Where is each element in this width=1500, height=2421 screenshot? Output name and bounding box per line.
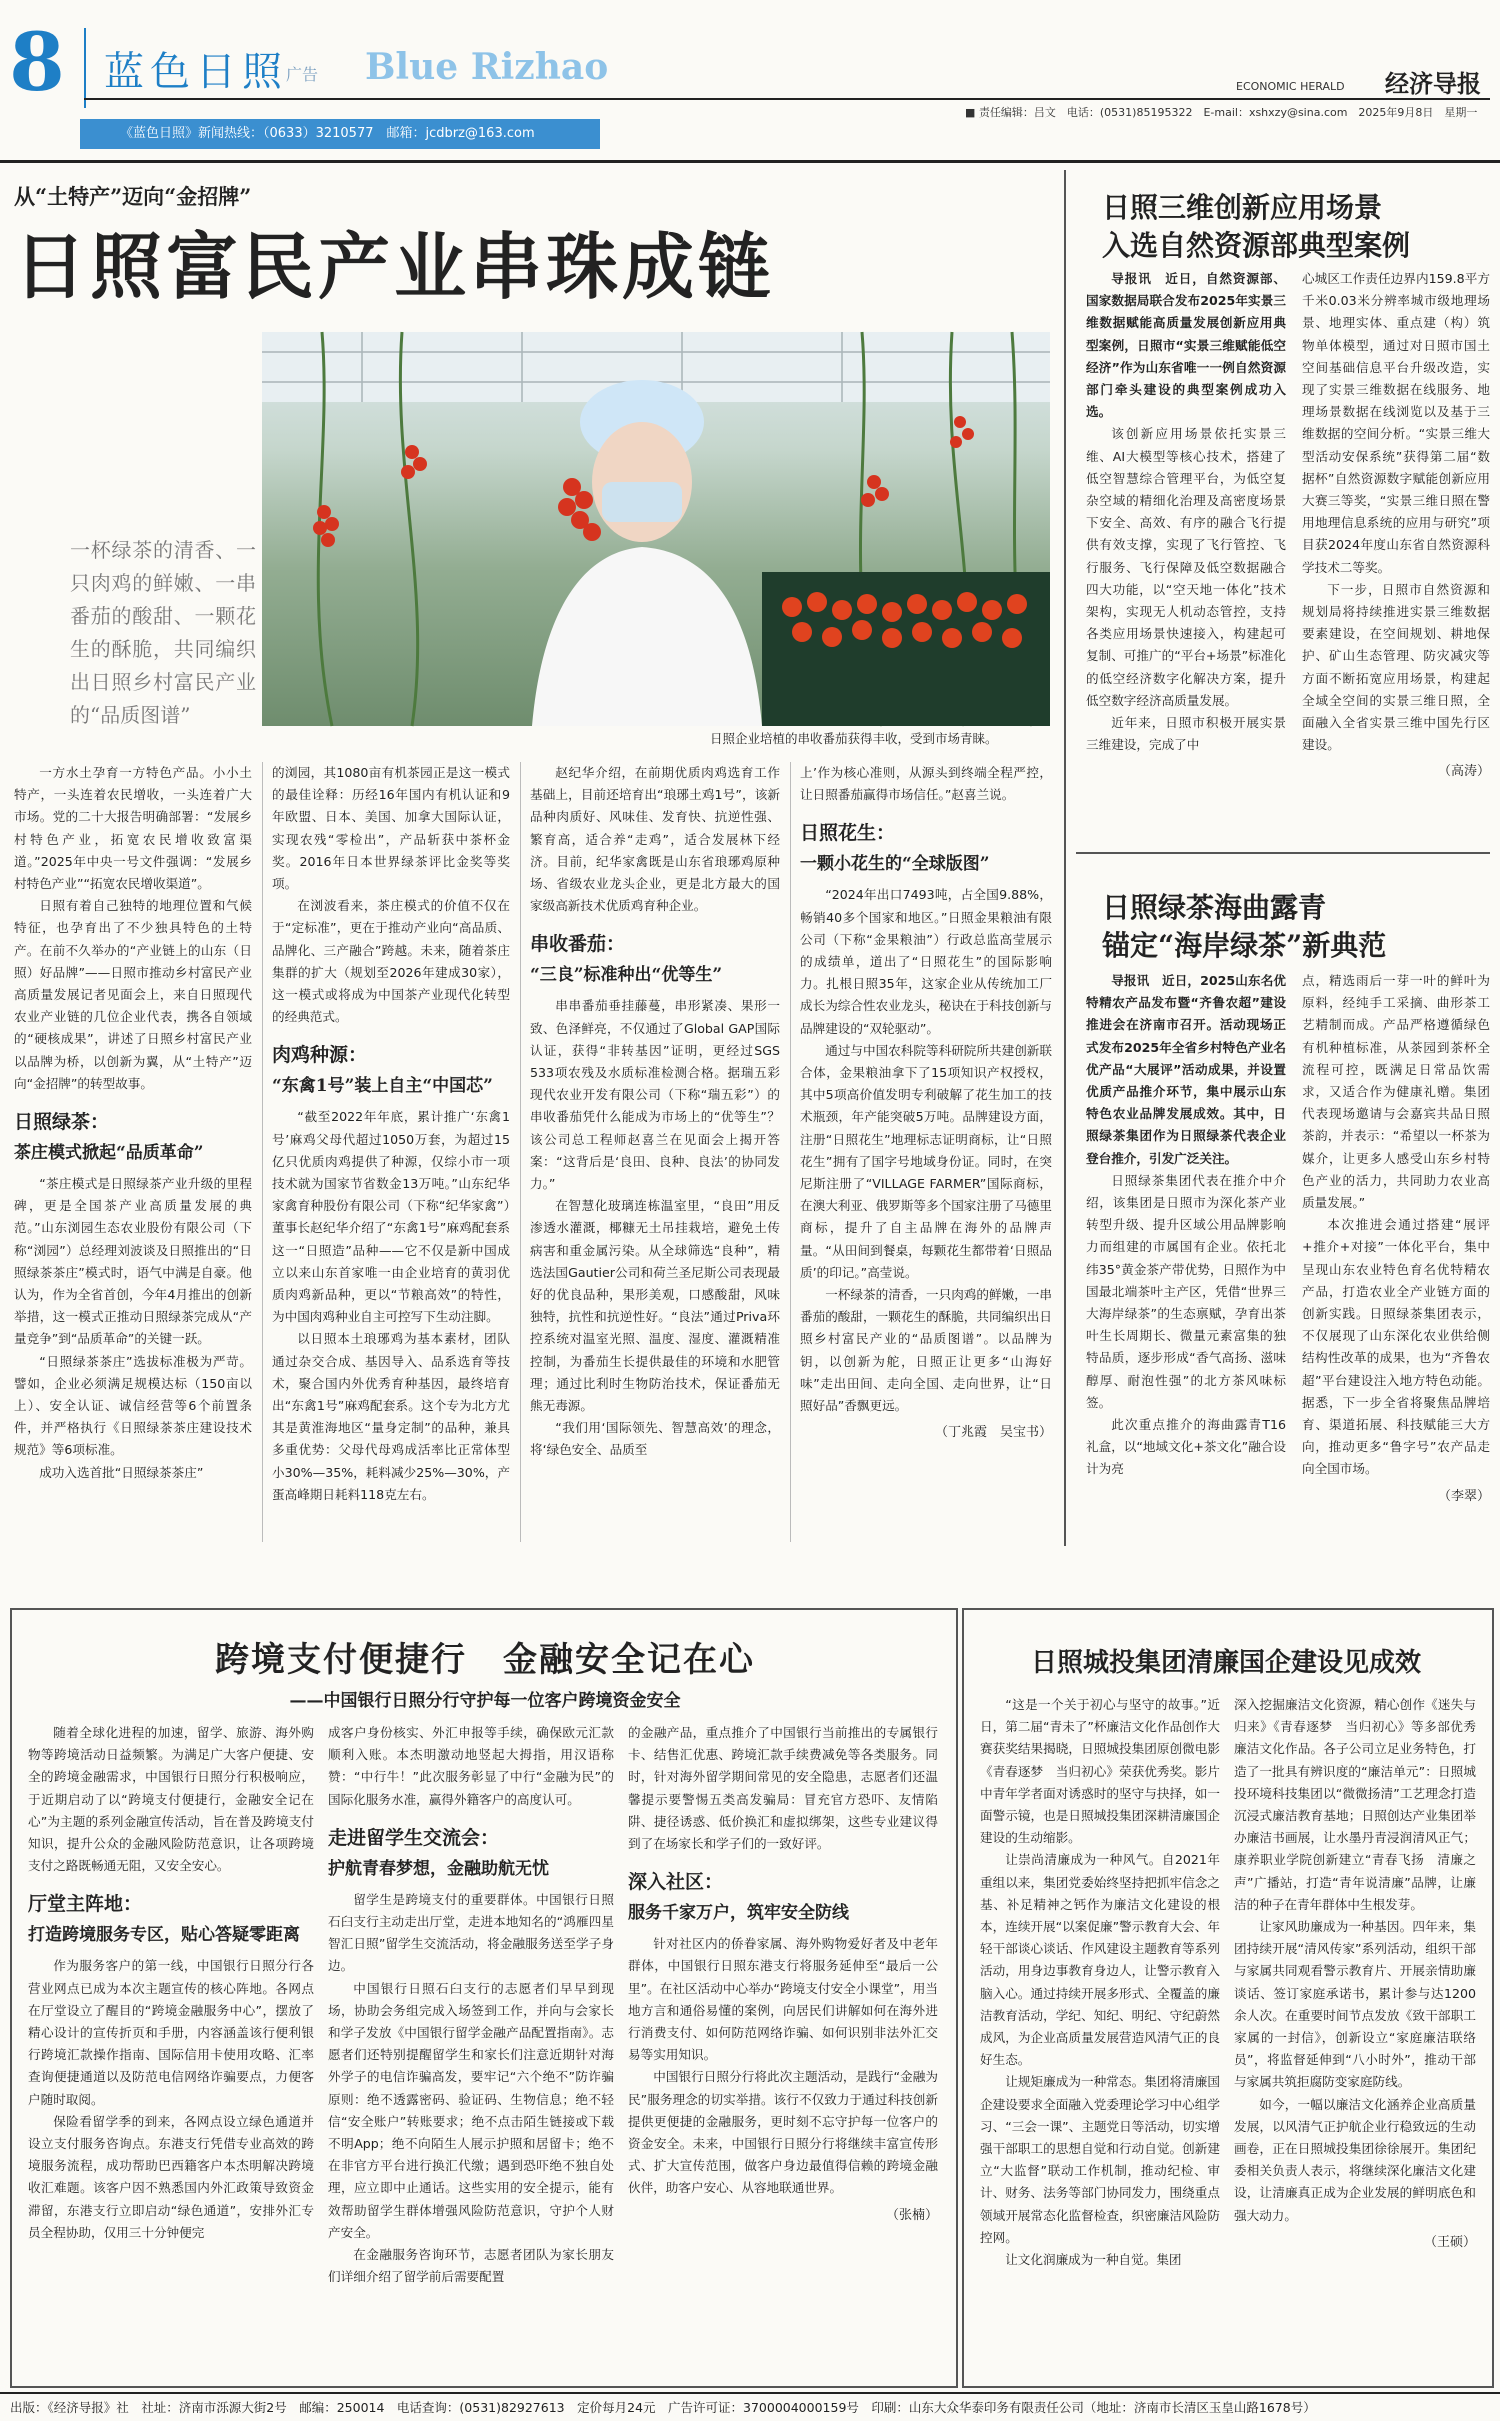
right1-title-line1: 日照三维创新应用场景 — [1102, 191, 1383, 224]
paragraph: 心城区工作责任边界内159.8平方千米0.03米分辨率城市级地理场景、地理实体、重点建（构）筑物单体模型，通过对日照市国土空间基础信息平台升级改造，实现了实景三维数据在线服务、地理场景数据在线浏览以及基于三维数据的空间分析。“实景三维大型活动安保系统”获得第二届“数据杯”自然资源数字赋能创新应用大赛三等奖，“实景三维日照在警用地理信息系统的应用与研究”项目获2024年度山东省自然资源科学技术二等奖。 — [1302, 271, 1490, 575]
bottom-left-column-2 — [328, 1722, 627, 2372]
bottom-left-title: 跨境支付便捷行 金融安全记在心 — [215, 1640, 755, 1680]
photo-illustration — [262, 332, 1050, 726]
subhead-2: 一颗小花生的“全球版图” — [800, 854, 990, 875]
column-rule — [790, 762, 791, 1542]
paragraph: 一杯绿茶的清香，一只肉鸡的鲜嫩，一串番茄的酸甜，一颗花生的酥脆，共同编织出日照乡村富民产业的“品质图谱”。以品牌为钥，以创新为舵，日照正让更多“山海好味”走出田间、走向全国、走向世界，让“日照好品”香飘更远。 — [800, 1287, 1052, 1414]
subhead: 肉鸡种源： — [272, 1044, 368, 1067]
right2-column-2 — [1302, 970, 1490, 1544]
byline: （李翠） — [1437, 1488, 1490, 1504]
paragraph: 留学生是跨境支付的重要群体。中国银行日照石臼支行主动走出厅堂，走进本地知名的“鸿雁四星 智汇日照”留学生交流活动，将金融服务送至学子身边。 — [328, 1891, 627, 1974]
paragraph: 让规矩廉成为一种常态。集团将清廉国企建设要求全面融入党委理论学习中心组学习、“三会一课”、主题党日等活动，切实增强干部职工的思想自觉和行动自觉。创新建立“大监督”联动工作机制，推动纪检、审计、财务、法务等部门协同发力，围绕重点领域开展常态化监督检查，织密廉洁风险防控网。 — [980, 2074, 1220, 2245]
paragraph: 保险看留学季的到来，各网点设立绿色通道并设立支付服务咨询点。东港支行凭借专业高效的跨境服务流程，成功帮助巴西籍客户本杰明解决跨境收汇难题。该客户因不熟悉国内外汇政策导致资金滞留，东港支行立即启动“绿色通道”，安排外汇专员全程协助，仅用三十分钟便完 — [28, 2113, 314, 2240]
paragraph: 点，精选雨后一芽一叶的鲜叶为原料，经纯手工采摘、曲形茶工艺精制而成。产品严格遵循绿色有机种植标准，从茶园到茶杯全流程可控，既满足日常品饮需求，又适合作为健康礼赠。集团代表现场邀请与会嘉宾共品日照茶韵，并表示：“希望以一杯茶为媒介，让更多人感受山东乡村特色产业的活力，共同助力农业高质量发展。” — [1302, 973, 1490, 1211]
masthead-rule — [84, 98, 1490, 100]
paragraph: 导报讯 近日，自然资源部、国家数据局联合发布2025年实景三维数据赋能高质量发展创新应用典型案例，日照市“实景三维赋能低空经济”作为山东省唯一一例自然资源部门牵头建设的典型案例成功入选。 — [1086, 271, 1286, 420]
paragraph: 让文化润廉成为一种自觉。集团 — [1005, 2252, 1182, 2268]
subhead-2: 茶庄模式掀起“品质革命” — [14, 1143, 204, 1164]
paragraph: 作为服务客户的第一线，中国银行日照分行各营业网点已成为本次主题宣传的核心阵地。各网点在厅堂设立了醒目的“跨境金融服务中心”，摆放了精心设计的宣传折页和手册，内容涵盖该行便利银行跨境汇款操作指南、国际信用卡使用攻略、汇率查询便捷通道以及防范电信网络诈骗要点，力便客户随时取阅。 — [28, 1958, 314, 2107]
paragraph: “这是一个关于初心与坚守的故事。”近日，第二届“青未了”杯廉洁文化作品创作大赛获奖结果揭晓，日照城投集团原创微电影《青春逐梦 当归初心》荣获优秀奖。影片中青年学者面对诱惑时的坚守与抉择，如一面警示镜，也是日照城投集团深耕清廉国企建设的生动缩影。 — [980, 1697, 1220, 1846]
paragraph: 导报讯 近日，2025山东名优特精农产品发布暨“齐鲁农超”建设推进会在济南市召开。活动现场正式发布2025年全省乡村特色产业名优产品“大展评”活动成果，并设置优质产品推介环节，集中展示山东特色农业品牌发展成效。其中，日照绿茶集团作为日照绿茶代表企业登台推介，引发广泛关注。 — [1086, 973, 1286, 1166]
subhead: 串收番茄： — [530, 933, 626, 956]
economic-herald-logo: 经济导报 — [1385, 69, 1481, 98]
paragraph: 通过与中国农科院等科研院所共建创新联合体，金果粮油拿下了15项知识产权授权，其中5项高价值发明专利破解了花生加工的技术瓶颈，年产能突破5万吨。品牌建设方面，注册“日照花生”地理标志证明商标，让“日照花生”拥有了国字号地域身份证。同时，在突尼斯注册了“VILLAGE FARMER”国际商标，在澳大利亚、俄罗斯等多个国家注册了马德里商标，提升了自主品牌在海外的品牌声量。“从田间到餐桌，每颗花生都带着‘日照品质’的印记。”高莹说。 — [800, 1042, 1052, 1280]
masthead-rule-2 — [0, 160, 1500, 163]
paragraph: 成客户身份核实、外汇申报等手续，确保欧元汇款顺利入账。本杰明激动地竖起大拇指，用汉语称赞：“中行牛！”此次服务彰显了中行“金融为民”的国际化服务水准，赢得外籍客户的高度认可。 — [328, 1725, 614, 1807]
paragraph: 近年来，日照市积极开展实景三维建设，完成了中 — [1086, 715, 1286, 753]
right1-column-2 — [1302, 268, 1490, 828]
bottom-left-column-1 — [28, 1722, 314, 2372]
subhead-2: “东禽1号”装上自主“中国芯” — [272, 1076, 493, 1097]
paragraph: 中国银行日照石臼支行的志愿者们早早到现场，协助会务组完成入场签到工作，并向与会家长和学子发放《中国银行留学金融产品配置指南》。志愿者们还特别提醒留学生和家长们注意近期针对海外学子的电信诈骗高发，要牢记“六个绝不”防诈骗原则：绝不透露密码、验证码、生物信息；绝不轻信“安全账户”转账要求；绝不点击陌生链接或下载不明App；绝不向陌生人展示护照和居留卡；绝不在非官方平台进行换汇代缴；遇到恐吓绝不独自处理，应立即中止通话。这些实用的安全提示，能有效帮助留学生群体增强风险防范意识，守护个人财产安全。 — [328, 1980, 614, 2240]
main-headline: 日照富民产业串珠成链 — [14, 224, 775, 309]
byline: （王硕） — [1423, 2234, 1476, 2250]
bottom-right-title: 日照城投集团清廉国企建设见成效 — [1030, 1648, 1421, 1678]
paragraph: “2024年出口7493吨，占全国9.88%，畅销40多个国家和地区。”日照金果粮油有限公司（下称“金果粮油”）行政总监高莹展示的成绩单，道出了“日照花生”的国际影响力。扎根日照35年，这家企业从传统加工厂成长为综合性农业龙头，秘诀在于科技创新与品牌建设的“双轮驱动”。 — [800, 887, 1052, 1036]
byline: （高涛） — [1437, 764, 1490, 780]
main-photo-greenhouse-tomatoes — [262, 332, 1050, 726]
main-column-4 — [800, 762, 1052, 1546]
column-rule — [520, 762, 521, 1542]
paragraph: 在智慧化玻璃连栋温室里，“良田”用反渗透水灌溉，椰糠无土吊挂栽培，避免土传病害和重金属污染。从全球筛选“良种”，精选法国Gautier公司和荷兰圣尼斯公司表现最好的优良品种，果形美观，口感酸甜，风味独特，抗性和抗逆性好。“良法”通过Priva环控系统对温室光照、温度、湿度、灌溉精准控制，为番茄生长提供最佳的环境和水肥管理；通过比利时生物防治技术，保证番茄无熊无毒源。 — [530, 1198, 780, 1414]
paragraph: “我们用‘国际领先、智慧高效’的理念，将‘绿色安全、品质至 — [530, 1420, 780, 1458]
masthead-name: 蓝色日照 — [104, 49, 288, 95]
right2-column-1 — [1086, 970, 1286, 1544]
right2-title-line1: 日照绿茶海曲露青 — [1102, 891, 1327, 924]
photo-caption: 日照企业培植的串收番茄获得丰收，受到市场青睐。 — [710, 731, 998, 746]
bottom-left-column-3 — [628, 1722, 938, 2372]
paragraph: 在浏波看来，茶庄模式的价值不仅在于“定标准”，更在于推动产业向“高品质、品牌化、三产融合”跨越。未来，随着茶庄集群的扩大（规划至2026年建成30家），这一模式或将成为中国茶产业现代化转型的经典范式。 — [272, 898, 510, 1025]
subhead: 厅堂主阵地： — [28, 1893, 143, 1916]
news-hotline-bar: 《蓝色日照》新闻热线：（0633）3210577 邮箱：jcdbrz@163.com — [80, 119, 600, 149]
paragraph: 以日照本土琅琊鸡为基本素材，团队通过杂交合成、基因导入、品系选育等技术，聚合国内外优秀育种基因，最终培育出“东禽1号”麻鸡配套系。这个专为北方尤其是黄淮海地区“量身定制”的品种，兼具多重优势：父母代母鸡成活率比正常体型小30%—35%，耗料减少25%—30%，产蛋高峰期日耗料118克左右。 — [272, 1331, 510, 1502]
paragraph: 日照有着自己独特的地理位置和气候特征，也孕育出了不少独具特色的土特产。在前不久举办的“产业链上的山东（日照）好品牌”——日照市推动乡村富民产业高质量发展记者见面会上，来自日照现代农业产业链的几位企业代表，携各自领域的“硬核成果”，讲述了日照乡村富民产业以品牌为桥，以创新为翼，从“土特产”迈向“金招牌”的转型故事。 — [14, 898, 252, 1091]
main-intro: 一杯绿茶的清香、一只肉鸡的鲜嫩、一串番茄的酸甜、一颗花生的酥脆，共同编织出日照乡村富民产业的“品质图谱” — [70, 538, 256, 727]
main-column-3 — [530, 762, 780, 1546]
paragraph: “茶庄模式是日照绿茶产业升级的里程碑，更是全国茶产业高质量发展的典范。”山东浏园生态农业股份有限公司（下称“浏园”）总经理刘波谈及日照推出的“日照绿茶茶庄”模式时，语气中满是自豪。他认为，作为全省首创，今年4月推出的创新举措，这一模式正推动日照绿茶完成从“产量竞争”到“品质革命”的关键一跃。 — [14, 1176, 252, 1347]
paragraph: 深入挖掘廉洁文化资源，精心创作《迷失与归来》《青春逐梦 当归初心》等多部优秀廉洁文化作品。各子公司立足业务特色，打造了一批具有辨识度的“廉洁单元”：日照城投环境科技集团以“微微扬清”工艺理念打造沉浸式廉洁教育基地；日照创达产业集团举办廉洁书画展，让水墨丹青浸润清风正气；康养职业学院创新建立“青春飞扬 清廉之声”广播站，打造“青年说清廉”品牌，让廉洁的种子在青年群体中生根发芽。 — [1234, 1697, 1476, 1912]
paragraph: 随着全球化进程的加速，留学、旅游、海外购物等跨境活动日益频繁。为满足广大客户便捷、安全的跨境金融需求，中国银行日照分行积极响应，于近期启动了以“跨境支付便捷行，金融安全记在心”为主题的系列金融宣传活动，旨在普及跨境支付知识，提升公众的金融风险防范意识，让各项跨境支付之路既畅通无阻，又安全安心。 — [28, 1725, 314, 1874]
main-column-1 — [14, 762, 252, 1546]
paragraph: 该创新应用场景依托实景三维、AI大模型等核心技术，搭建了低空智慧综合管理平台，为低空复杂空域的精细化治理及高密度场景下安全、高效、有序的融合飞行提供有效支撑，实现了飞行管控、飞行服务、飞行保障及低空数据融合四大功能，以“空天地一体化”技术架构，实现无人机动态管控，支持各类应用场景快速接入，构建起可复制、可推广的“平台+场景”标准化的低空经济数字化解决方案，提升低空数字经济高质量发展。 — [1086, 426, 1286, 708]
masthead-ad-tag: 广告 — [286, 65, 319, 84]
subhead-2: 护航青春梦想，金融助航无忧 — [328, 1858, 549, 1879]
paragraph: 在金融服务咨询环节，志愿者团队为家长朋友们详细介绍了留学前后需要配置 — [328, 2247, 614, 2285]
paragraph: 一方水土孕育一方特色产品。小小土特产，一头连着农民增收，一头连着广大市场。党的二十大报告明确部署：“发展乡村特色产业，拓宽农民增收致富渠道。”2025年中央一号文件强调：“发展乡村特色产业”“拓宽农民增收渠道”。 — [14, 765, 252, 892]
masthead-name-en: Blue Rizhao — [365, 46, 609, 88]
subhead-2: “三良”标准种出“优等生” — [530, 965, 723, 986]
subhead: 走进留学生交流会： — [328, 1826, 500, 1849]
paragraph: 赵纪华介绍，在前期优质肉鸡选育工作基础上，目前还培育出“琅琊土鸡1号”，该新品种肉质好、风味佳、发育快、抗逆性强、繁育高，适合养“走鸡”，适合发展林下经济。目前，纪华家禽既是山东省琅琊鸡原种场、省级农业龙头企业，更是北方最大的国家级高新技术优质鸡育种企业。 — [530, 765, 780, 914]
economic-herald-en: ECONOMIC HERALD — [1236, 80, 1345, 93]
paragraph: 下一步，日照市自然资源和规划局将持续推进实景三维数据要素建设，在空间规划、耕地保护、矿山生态管理、防灾减灾等方面不断拓宽应用场景，构建起全域全空间的实景三维日照，全面融入全省实景三维中国先行区建设。 — [1302, 581, 1490, 753]
bottom-left-subtitle: ——中国银行日照分行守护每一位客户跨境资金安全 — [289, 1691, 681, 1711]
subhead: 深入社区： — [628, 1871, 724, 1894]
paragraph: 中国银行日照分行将此次主题活动，是践行“金融为民”服务理念的切实举措。该行不仅致力于通过科技创新提供更便捷的金融服务，更时刻不忘守护每一位客户的资金安全。未来，中国银行日照分行将继续丰富宣传形式、扩大宣传范围，做客户身边最值得信赖的跨境金融伙伴，助客户安心、从容地联通世界。 — [628, 2069, 938, 2196]
right1-title-line2: 入选自然资源部典型案例 — [1102, 229, 1411, 262]
paragraph: 上’作为核心准则，从源头到终端全程严控，让日照番茄赢得市场信任。”赵喜兰说。 — [800, 765, 1052, 803]
page-number: 8 — [9, 15, 65, 109]
section-divider — [1064, 170, 1066, 1546]
right2-title-line2: 锚定“海岸绿茶”新典范 — [1102, 929, 1387, 962]
column-rule — [262, 762, 263, 1542]
right-divider — [1076, 852, 1490, 854]
main-column-2 — [272, 762, 510, 1546]
paragraph: 的金融产品，重点推介了中国银行当前推出的专属银行卡、结售汇优惠、跨境汇款手续费减免等各类服务。同时，针对海外留学期间常见的安全隐患，志愿者们还温馨提示要警惕五类高发骗局：冒充官方恐吓、友情陷阱、捷径诱惑、低价换汇和虚拟绑架，这些专业建议得到了在场家长和学子们的一致好评。 — [628, 1725, 938, 1852]
bottom-right-column-1 — [980, 1694, 1220, 2372]
paragraph: “日照绿茶茶庄”选拔标准极为严苛。譬如，企业必须满足规模达标（150亩以上）、安全认证、诚信经营等6个前置条件，并严格执行《日照绿茶茶庄建设技术规范》等6项标准。 — [14, 1353, 252, 1458]
subhead-2: 打造跨境服务专区，贴心答疑零距离 — [28, 1925, 300, 1946]
paragraph: 日照绿茶集团代表在推介中介绍，该集团是日照市为深化茶产业转型升级、提升区域公用品牌影响力而组建的市属国有企业。依托北纬35°黄金茶产带优势，日照作为中国最北端茶叶主产区，凭借“世界三大海岸绿茶”的生态禀赋，孕育出茶叶生长周期长、微量元素富集的独特品质，逐步形成“香气高扬、滋味醇厚、耐泡性强”的北方茶风味标签。 — [1086, 1172, 1286, 1410]
footer-rule — [0, 2392, 1500, 2394]
masthead-divider — [84, 28, 86, 108]
paragraph: 此次重点推介的海曲露青T16礼盒，以“地域文化+茶文化”融合设计为亮 — [1086, 1417, 1286, 1477]
subhead-2: 服务千家万户，筑牢安全防线 — [628, 1903, 849, 1924]
paragraph: 本次推进会通过搭建“展评+推介+对接”一体化平台，集中呈现山东农业特色育名优特精农产品，打造农业全产业链方面的创新实践。日照绿茶集团表示，不仅展现了山东深化农业供给侧结构性改革的成果，也为“齐鲁农超”平台建设注入地方特色动能。据悉，下一步全省将聚焦品牌培育、渠道拓展、科技赋能三大方向，推动更多“鲁字号”农产品走向全国市场。 — [1302, 1217, 1490, 1477]
subhead: 日照绿茶： — [14, 1111, 110, 1134]
main-kicker: 从“土特产”迈向“金招牌” — [14, 184, 252, 209]
subhead: 日照花生： — [800, 822, 896, 845]
paragraph: 的浏园，其1080亩有机茶园正是这一模式的最佳诠释：历经16年国内有机认证和9年欧盟、日本、美国、加拿大国际认证，实现农残“零检出”，产品斩获中茶杯金奖。2016年日本世界绿茶评比金奖等奖项。 — [272, 765, 510, 892]
right1-column-1 — [1086, 268, 1286, 828]
paragraph: “截至2022年年底，累计推广‘东禽1号’麻鸡父母代超过1050万套，为超过15亿只优质肉鸡提供了种源，仅综小市一项技术就为国家节省数金13万吨。”山东纪华家禽育种股份有限公司（下称“纪华家禽”）董事长赵纪华介绍了“东禽1号”麻鸡配套系这一“日照造”品种——它不仅是新中国成立以来山东首家唯一由企业培育的黄羽优质肉鸡新品种，更以“节粮高效”的特性，为中国肉鸡种业自主可控写下生动注脚。 — [272, 1109, 510, 1325]
paragraph: 针对社区内的侨眷家属、海外购物爱好者及中老年群体，中国银行日照东港支行将服务延伸至“最后一公里”。在社区活动中心举办“跨境支付安全小课堂”，用当地方言和通俗易懂的案例，向居民们讲解如何在海外进行消费支付、如何防范网络诈骗、如何识别非法外汇交易等实用知识。 — [628, 1936, 938, 2063]
paragraph: 让崇尚清廉成为一种风气。自2021年重组以来，集团党委始终坚持把抓牢信念之基、补足精神之钙作为廉洁文化建设的根本，连续开展“以案促廉”警示教育大会、年轻干部谈心谈话、作风建设主题教育等系列活动，用身边事教育身边人，让警示教育入脑入心。通过持续开展多形式、全覆盖的廉洁教育活动，学纪、知纪、明纪、守纪蔚然成风，为企业高质量发展营造风清气正的良好生态。 — [980, 1852, 1220, 2068]
bottom-right-column-2 — [1234, 1694, 1476, 2372]
editor-meta-line: ■ 责任编辑：吕文 电话：(0531)85195322 E-mail：xshxzy@sina.com 2025年9月8日 星期一 — [965, 106, 1478, 119]
byline: （张楠） — [885, 2207, 938, 2223]
paragraph: 如今，一幅以廉洁文化涵养企业高质量发展，以风清气正护航企业行稳致远的生动画卷，正在日照城投集团徐徐展开。集团纪委相关负责人表示，将继续深化廉洁文化建设，让清廉真正成为企业发展的鲜明底色和强大动力。 — [1234, 2096, 1476, 2223]
byline: （丁兆霞 吴宝书） — [934, 1425, 1052, 1441]
paragraph: 成功入选首批“日照绿茶茶庄” — [39, 1464, 204, 1480]
footer-imprint: 出版：《经济导报》社 社址：济南市泺源大街2号 邮编：250014 电话查询：(0531)82927613 定价每月24元 广告许可证：3700004000159号 印刷：山东大众华泰印务有限责任公司（地址：济南市长清区玉皇山路1678号） — [10, 2400, 1316, 2415]
paragraph: 串串番茄垂挂藤蔓，串形紧凑、果形一致、色泽鲜亮，不仅通过了Global GAP国际认证，获得“非转基因”证明，更经过SGS 533项农残及水质标准检测合格。据瑞五彩现代农业开发有限公司（下称“瑞五彩”）的串收番茄凭什么能成为市场上的“优等生”？该公司总工程师赵喜兰在见面会上揭开答案：“这背后是‘良田、良种、良法’的协同发力。” — [530, 998, 780, 1192]
paragraph: 让家风助廉成为一种基因。四年来，集团持续开展“清风传家”系列活动，组织干部与家属共同观看警示教育片、开展亲情助廉谈话、签订家庭承诺书，累计参与达1200余人次。在重要时间节点发放《致干部职工家属的一封信》，创新设立“家庭廉洁联络员”，将监督延伸到“八小时外”，推动干部与家属共筑拒腐防变家庭防线。 — [1234, 1919, 1476, 2090]
